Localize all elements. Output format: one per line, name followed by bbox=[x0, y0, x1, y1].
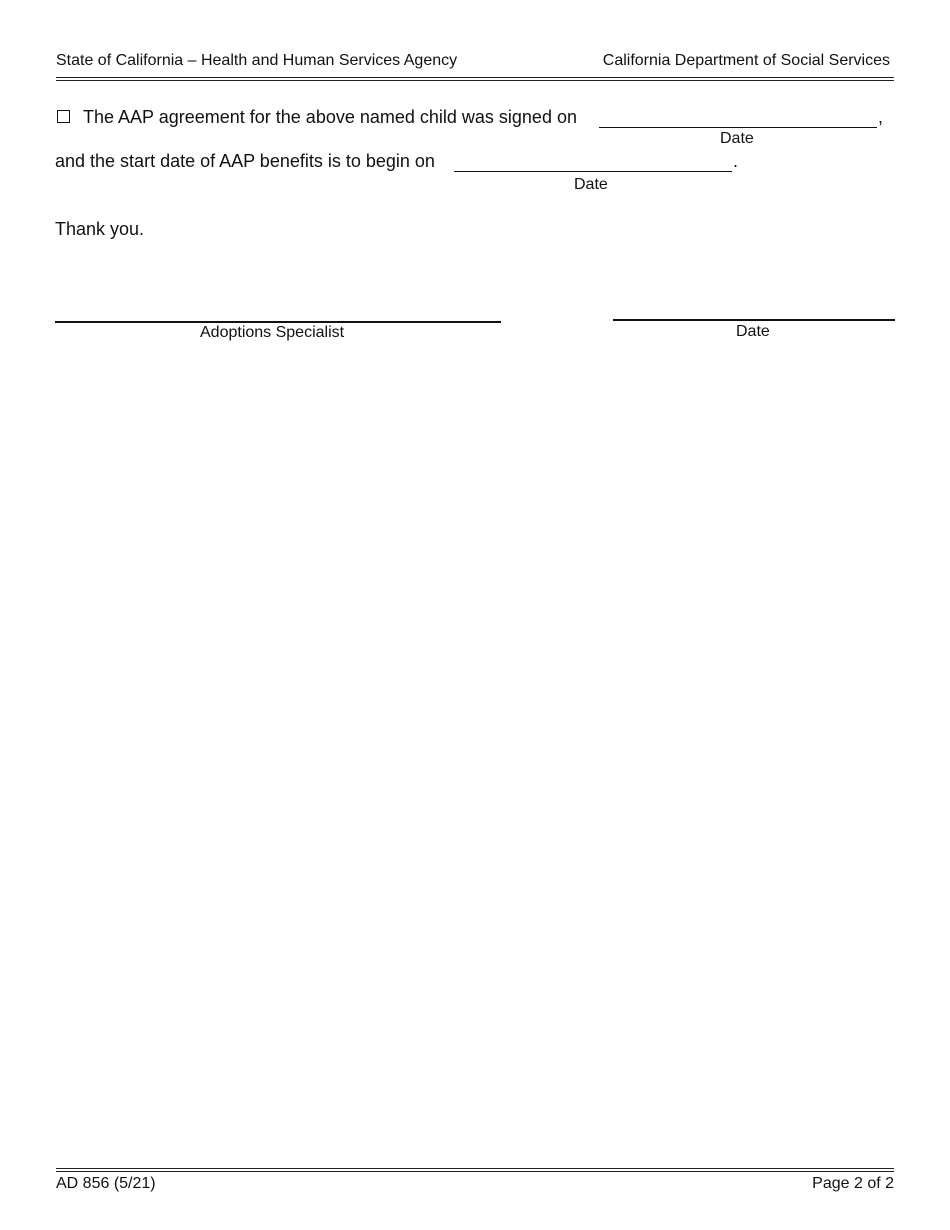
agreement-signed-text: The AAP agreement for the above named child was signed on bbox=[83, 107, 577, 127]
footer-form-id: AD 856 (5/21) bbox=[56, 1175, 156, 1192]
benefits-start-period: . bbox=[733, 151, 739, 171]
agreement-signed-comma: , bbox=[878, 107, 884, 127]
header-agency: State of California – Health and Human Services Agency bbox=[56, 52, 458, 69]
header-divider bbox=[56, 77, 894, 81]
signature-date-line[interactable] bbox=[613, 319, 895, 321]
agreement-signed-date-field[interactable] bbox=[599, 127, 877, 128]
agreement-signed-date-label: Date bbox=[720, 130, 754, 147]
benefits-start-date-label: Date bbox=[574, 176, 608, 193]
footer-divider bbox=[56, 1168, 894, 1172]
specialist-signature-label: Adoptions Specialist bbox=[200, 324, 345, 341]
aap-agreement-checkbox[interactable] bbox=[57, 110, 70, 123]
closing-text: Thank you. bbox=[55, 219, 145, 239]
footer-page-number: Page 2 of 2 bbox=[812, 1175, 894, 1192]
signature-date-label: Date bbox=[736, 323, 770, 340]
benefits-start-text: and the start date of AAP benefits is to begin on bbox=[55, 151, 435, 171]
header-department: California Department of Social Services bbox=[602, 52, 890, 69]
benefits-start-date-field[interactable] bbox=[454, 171, 732, 172]
specialist-signature-line[interactable] bbox=[55, 321, 501, 323]
